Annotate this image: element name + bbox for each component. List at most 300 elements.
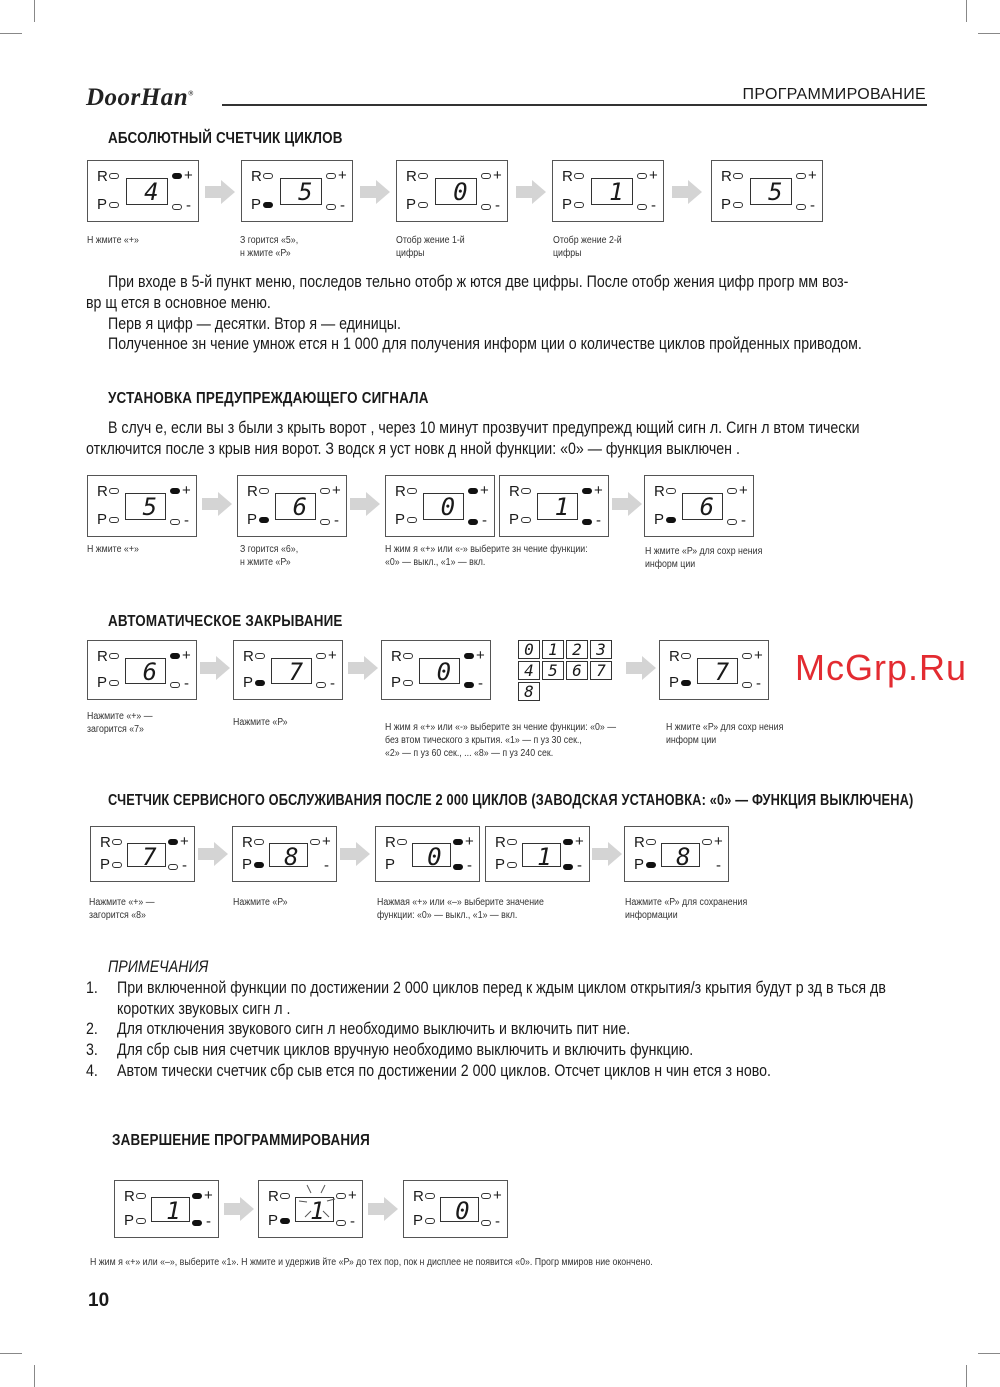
panel-label: P xyxy=(413,1212,424,1229)
panel-label: - xyxy=(184,675,189,692)
caption-line: Нажмите «Р» для сохранения xyxy=(625,897,748,908)
panel-label: - xyxy=(741,512,746,529)
paragraph-line: отключится после з крыв ния ворот. З водск я уст новк д нной функции: «0» — функция выключен . xyxy=(86,440,740,458)
panel-label: R xyxy=(268,1188,279,1205)
digit-display: 0 xyxy=(412,843,451,867)
panel-label: + xyxy=(204,1187,213,1204)
panel-label: P xyxy=(509,511,520,528)
panel-label: P xyxy=(654,511,665,528)
paragraph-line: Полученное зн чение умнож ется н 1 000 для получения информ ции о количестве циклов пройденных приводом. xyxy=(108,335,862,353)
panel-label: - xyxy=(330,675,335,692)
panel-label: R xyxy=(395,483,406,500)
note-line: При включенной функции по достижении 2 000 циклов перед к ждым циклом открытия/з крытия будут р зд в ться дв xyxy=(117,979,886,997)
panel-label: + xyxy=(338,167,347,184)
panel-label: - xyxy=(577,857,582,874)
caption-line: информ ции xyxy=(666,735,717,746)
panel-label: R xyxy=(243,648,254,665)
led-indicator-icon xyxy=(742,653,752,659)
led-indicator-icon xyxy=(425,1218,435,1224)
control-panel-display xyxy=(375,826,480,882)
caption-line: без втом тического з крытия. «1» — п уз 30 сек., xyxy=(385,735,582,746)
digit-option: 6 xyxy=(566,661,588,680)
digit-display: 5 xyxy=(280,178,321,205)
led-indicator-icon xyxy=(563,864,573,870)
note-line: Автом тически счетчик сбр сыв ется по достижении 2 000 циклов. Отсчет циклов н чин ется з ново. xyxy=(117,1062,771,1080)
digit-option: 3 xyxy=(590,640,612,659)
panel-label: P xyxy=(247,511,258,528)
led-indicator-icon xyxy=(453,864,463,870)
control-panel-display xyxy=(87,640,197,700)
control-panel-display xyxy=(659,640,769,700)
led-indicator-icon xyxy=(109,680,119,686)
caption-line: информации xyxy=(625,910,678,921)
digit-option: 8 xyxy=(518,682,540,701)
led-indicator-icon xyxy=(407,488,417,494)
panel-label: + xyxy=(180,833,189,850)
led-indicator-icon xyxy=(666,488,676,494)
crop-mark xyxy=(966,1365,967,1387)
led-indicator-icon xyxy=(563,839,573,845)
panel-label: + xyxy=(649,167,658,184)
panel-label: P xyxy=(395,511,406,528)
panel-label: - xyxy=(495,197,500,214)
panel-label: + xyxy=(808,167,817,184)
panel-label: R xyxy=(251,168,262,185)
crop-mark xyxy=(978,33,1000,34)
caption-line: Н жим я «+» или «-» выберите зн чение функции: «0» — xyxy=(385,722,617,733)
led-indicator-icon xyxy=(172,173,182,179)
led-indicator-icon xyxy=(316,682,326,688)
digit-display: 7 xyxy=(697,658,738,684)
panel-label: R xyxy=(413,1188,424,1205)
panel-label: P xyxy=(385,856,396,873)
control-panel-display xyxy=(87,160,199,222)
led-indicator-icon xyxy=(742,682,752,688)
panel-label: + xyxy=(493,167,502,184)
crop-mark xyxy=(0,1353,22,1354)
led-indicator-icon xyxy=(796,204,806,210)
panel-label: P xyxy=(97,674,108,691)
led-indicator-icon xyxy=(481,1220,491,1226)
control-panel-display xyxy=(403,1180,508,1238)
panel-label: - xyxy=(596,512,601,529)
digit-display: 0 xyxy=(419,658,460,684)
led-indicator-icon xyxy=(255,680,265,686)
control-panel-display xyxy=(241,160,353,222)
digit-display: 6 xyxy=(682,493,723,520)
caption-line: Н жмите «Р» для сохр нения xyxy=(666,722,784,733)
digit-display: 7 xyxy=(271,658,312,684)
panel-label: R xyxy=(97,648,108,665)
arrow-right-icon xyxy=(592,842,622,866)
led-indicator-icon xyxy=(112,862,122,868)
led-indicator-icon xyxy=(453,839,463,845)
led-indicator-icon xyxy=(521,517,531,523)
led-indicator-icon xyxy=(481,1193,491,1199)
paragraph-line: Перв я цифр — десятки. Втор я — единицы. xyxy=(108,315,401,333)
crop-mark xyxy=(34,0,35,22)
digit-option: 2 xyxy=(566,640,588,659)
panel-label: + xyxy=(714,833,723,850)
panel-label: R xyxy=(406,168,417,185)
panel-label: + xyxy=(476,647,485,664)
led-indicator-icon xyxy=(425,1193,435,1199)
panel-label: P xyxy=(97,196,108,213)
led-indicator-icon xyxy=(263,173,273,179)
caption-line: З горится «5», xyxy=(240,235,299,246)
digit-display: 8 xyxy=(661,843,700,867)
caption-line: загорится «7» xyxy=(87,724,144,735)
led-indicator-icon xyxy=(464,653,474,659)
panel-label: - xyxy=(334,512,339,529)
digit-display: 1 xyxy=(537,493,578,520)
led-indicator-icon xyxy=(109,653,119,659)
caption-line: цифры xyxy=(396,248,425,259)
led-indicator-icon xyxy=(109,488,119,494)
digit-display: 5 xyxy=(125,493,166,520)
caption-line: загорится «8» xyxy=(89,910,146,921)
led-indicator-icon xyxy=(481,173,491,179)
section-heading: УСТАНОВКА ПРЕДУПРЕЖДАЮЩЕГО СИГНАЛА xyxy=(108,390,429,407)
led-indicator-icon xyxy=(326,173,336,179)
section-heading: АБСОЛЮТНЫЙ СЧЕТЧИК ЦИКЛОВ xyxy=(108,130,343,147)
control-panel-display xyxy=(258,1180,363,1238)
led-indicator-icon xyxy=(254,862,264,868)
digit-options-grid xyxy=(518,640,612,701)
digit-display: 1 xyxy=(295,1197,334,1222)
led-indicator-icon xyxy=(507,839,517,845)
led-indicator-icon xyxy=(574,173,584,179)
caption-line: Н жим я «+» или «–», выберите «1». Н жмите и удержив йте «Р» до тех пор, пок н дисплее не появится «0». Прогр ммиров ние окончено. xyxy=(90,1257,653,1268)
led-indicator-icon xyxy=(727,488,737,494)
arrow-right-icon xyxy=(626,656,656,680)
control-panel-display xyxy=(644,475,754,537)
led-indicator-icon xyxy=(136,1218,146,1224)
arrow-right-icon xyxy=(205,180,235,204)
control-panel-display xyxy=(711,160,823,222)
digit-option: 0 xyxy=(518,640,540,659)
note-number: 4. xyxy=(86,1062,98,1080)
panel-label: + xyxy=(322,833,331,850)
panel-label: P xyxy=(124,1212,135,1229)
note-line: коротких звуковых сигн л . xyxy=(117,1000,291,1018)
header-rule xyxy=(222,104,927,106)
caption-line: Нажмите «Р» xyxy=(233,897,288,908)
led-indicator-icon xyxy=(254,839,264,845)
led-indicator-icon xyxy=(666,517,676,523)
led-indicator-icon xyxy=(468,488,478,494)
arrow-right-icon xyxy=(200,656,230,680)
control-panel-display xyxy=(499,475,609,537)
header-section-title: ПРОГРАММИРОВАНИЕ xyxy=(742,86,926,103)
control-panel-display xyxy=(624,826,729,882)
led-indicator-icon xyxy=(259,517,269,523)
led-indicator-icon xyxy=(109,202,119,208)
control-panel-display xyxy=(485,826,590,882)
paragraph-line: При входе в 5-й пункт меню, последов тельно отобр ж ются две цифры. После отобр жения цифр прогр мм воз- xyxy=(108,273,849,291)
caption-line: Отобр жение 2-й xyxy=(553,235,622,246)
control-panel-display xyxy=(233,640,343,700)
caption-line: информ ции xyxy=(645,559,696,570)
arrow-right-icon xyxy=(516,180,546,204)
panel-label: P xyxy=(268,1212,279,1229)
crop-mark xyxy=(978,1353,1000,1354)
led-indicator-icon xyxy=(172,204,182,210)
led-indicator-icon xyxy=(727,519,737,525)
caption-line: цифры xyxy=(553,248,582,259)
panel-label: R xyxy=(385,834,396,851)
led-indicator-icon xyxy=(521,488,531,494)
panel-label: R xyxy=(634,834,645,851)
digit-option: 4 xyxy=(518,661,540,680)
digit-display: 1 xyxy=(522,843,561,867)
panel-label: - xyxy=(206,1213,211,1230)
caption-line: Нажмите «+» — xyxy=(87,711,153,722)
panel-label: P xyxy=(495,856,506,873)
section-heading: ЗАВЕРШЕНИЕ ПРОГРАММИРОВАНИЯ xyxy=(112,1132,370,1149)
led-indicator-icon xyxy=(263,202,273,208)
led-indicator-icon xyxy=(192,1193,202,1199)
digit-display: 5 xyxy=(750,178,791,205)
panel-label: R xyxy=(495,834,506,851)
crop-mark xyxy=(966,0,967,22)
note-line: Для отключения звукового сигн л необходимо выключить и включить пит ние. xyxy=(117,1020,631,1038)
arrow-right-icon xyxy=(612,492,642,516)
panel-label: + xyxy=(328,647,337,664)
led-indicator-icon xyxy=(310,839,320,845)
note-number: 3. xyxy=(86,1041,98,1059)
led-indicator-icon xyxy=(681,680,691,686)
caption-line: н жмите «Р» xyxy=(240,248,291,259)
panel-label: R xyxy=(247,483,258,500)
panel-label: - xyxy=(182,857,187,874)
control-panel-display xyxy=(232,826,337,882)
digit-display: 7 xyxy=(127,843,166,867)
panel-label: R xyxy=(669,648,680,665)
caption-line: Нажмая «+» или «–» выберите значение xyxy=(377,897,544,908)
caption-line: н жмите «Р» xyxy=(240,557,291,568)
caption-line: Н жим я «+» или «-» выберите зн чение функции: xyxy=(385,544,588,555)
digit-display: 0 xyxy=(423,493,464,520)
panel-label: + xyxy=(575,833,584,850)
doorhan-logo: DoorHan® xyxy=(86,84,194,111)
notes-title: ПРИМЕЧАНИЯ xyxy=(108,958,209,976)
panel-label: - xyxy=(716,857,721,874)
panel-label: - xyxy=(184,512,189,529)
led-indicator-icon xyxy=(481,204,491,210)
control-panel-display xyxy=(90,826,195,882)
crop-mark xyxy=(34,1365,35,1387)
panel-label: P xyxy=(406,196,417,213)
led-indicator-icon xyxy=(168,864,178,870)
caption-line: Отобр жение 1-й xyxy=(396,235,465,246)
panel-label: P xyxy=(562,196,573,213)
caption-line: «0» — выкл., «1» — вкл. xyxy=(385,557,486,568)
led-indicator-icon xyxy=(681,653,691,659)
led-indicator-icon xyxy=(646,839,656,845)
panel-label: - xyxy=(495,1213,500,1230)
arrow-right-icon xyxy=(360,180,390,204)
led-indicator-icon xyxy=(702,839,712,845)
panel-label: + xyxy=(182,482,191,499)
caption-line: Н жмите «+» xyxy=(87,235,139,246)
panel-label: P xyxy=(100,856,111,873)
panel-label: R xyxy=(97,168,108,185)
panel-label: R xyxy=(562,168,573,185)
led-indicator-icon xyxy=(733,202,743,208)
note-number: 1. xyxy=(86,979,98,997)
panel-label: - xyxy=(467,857,472,874)
digit-display: 6 xyxy=(125,658,166,684)
digit-option: 1 xyxy=(542,640,564,659)
led-indicator-icon xyxy=(464,682,474,688)
arrow-right-icon xyxy=(224,1197,254,1221)
led-indicator-icon xyxy=(136,1193,146,1199)
panel-label: + xyxy=(348,1187,357,1204)
caption-line: З горится «6», xyxy=(240,544,299,555)
panel-label: - xyxy=(350,1213,355,1230)
panel-label: R xyxy=(124,1188,135,1205)
arrow-right-icon xyxy=(672,180,702,204)
logo-text: DoorHan xyxy=(86,84,189,111)
arrow-right-icon xyxy=(368,1197,398,1221)
panel-label: - xyxy=(756,675,761,692)
panel-label: - xyxy=(186,197,191,214)
panel-label: P xyxy=(242,856,253,873)
digit-display: 1 xyxy=(151,1197,190,1222)
control-panel-display xyxy=(87,475,197,537)
control-panel-display xyxy=(396,160,508,222)
panel-label: P xyxy=(251,196,262,213)
led-indicator-icon xyxy=(326,204,336,210)
section-heading: СЧЕТЧИК СЕРВИСНОГО ОБСЛУЖИВАНИЯ ПОСЛЕ 2 000 ЦИКЛОВ (ЗАВОДСКАЯ УСТАНОВКА: «0» — ФУНКЦИЯ ВЫКЛЮЧЕНА) xyxy=(108,792,914,809)
arrow-right-icon xyxy=(198,842,228,866)
led-indicator-icon xyxy=(403,680,413,686)
led-indicator-icon xyxy=(418,173,428,179)
arrow-right-icon xyxy=(348,656,378,680)
digit-display: 6 xyxy=(275,493,316,520)
panel-label: P xyxy=(634,856,645,873)
digit-display: 1 xyxy=(591,178,632,205)
panel-label: - xyxy=(324,857,329,874)
led-indicator-icon xyxy=(255,653,265,659)
panel-label: + xyxy=(754,647,763,664)
panel-label: - xyxy=(478,675,483,692)
led-indicator-icon xyxy=(646,862,656,868)
panel-label: R xyxy=(721,168,732,185)
digit-option: 7 xyxy=(590,661,612,680)
paragraph-line: вр щ ется в основное меню. xyxy=(86,294,271,312)
panel-label: - xyxy=(340,197,345,214)
section-heading: АВТОМАТИЧЕСКОЕ ЗАКРЫВАНИЕ xyxy=(108,613,343,630)
caption-line: Н жмите «Р» для сохр нения xyxy=(645,546,763,557)
arrow-right-icon xyxy=(340,842,370,866)
led-indicator-icon xyxy=(507,862,517,868)
panel-label: + xyxy=(594,482,603,499)
control-panel-display xyxy=(381,640,491,700)
led-indicator-icon xyxy=(733,173,743,179)
panel-label: R xyxy=(97,483,108,500)
led-indicator-icon xyxy=(336,1193,346,1199)
led-indicator-icon xyxy=(637,173,647,179)
panel-label: + xyxy=(182,647,191,664)
led-indicator-icon xyxy=(796,173,806,179)
led-indicator-icon xyxy=(109,517,119,523)
panel-label: + xyxy=(184,167,193,184)
led-indicator-icon xyxy=(397,839,407,845)
panel-label: + xyxy=(480,482,489,499)
arrow-right-icon xyxy=(350,492,380,516)
panel-label: + xyxy=(493,1187,502,1204)
led-indicator-icon xyxy=(170,653,180,659)
page-number: 10 xyxy=(88,1290,110,1311)
panel-label: R xyxy=(100,834,111,851)
led-indicator-icon xyxy=(582,488,592,494)
led-indicator-icon xyxy=(418,202,428,208)
led-indicator-icon xyxy=(320,519,330,525)
panel-label: + xyxy=(739,482,748,499)
panel-label: - xyxy=(482,512,487,529)
caption-line: Н жмите «+» xyxy=(87,544,139,555)
panel-label: R xyxy=(242,834,253,851)
panel-label: P xyxy=(721,196,732,213)
paragraph-line: В случ е, если вы з были з крыть ворот , через 10 минут прозвучит предупрежд ющий сигн л. Сигн л втом тически xyxy=(108,419,860,437)
led-indicator-icon xyxy=(316,653,326,659)
led-indicator-icon xyxy=(637,204,647,210)
digit-display: 0 xyxy=(440,1197,479,1222)
panel-label: + xyxy=(332,482,341,499)
panel-label: P xyxy=(97,511,108,528)
panel-label: R xyxy=(654,483,665,500)
led-indicator-icon xyxy=(468,519,478,525)
note-line: Для сбр сыв ния счетчик циклов вручную необходимо выключить и включить функцию. xyxy=(117,1041,694,1059)
led-indicator-icon xyxy=(109,173,119,179)
control-panel-display xyxy=(114,1180,219,1238)
led-indicator-icon xyxy=(192,1220,202,1226)
digit-option: 5 xyxy=(542,661,564,680)
panel-label: P xyxy=(669,674,680,691)
led-indicator-icon xyxy=(403,653,413,659)
control-panel-display xyxy=(552,160,664,222)
control-panel-display xyxy=(237,475,347,537)
digit-display: 4 xyxy=(126,178,167,205)
led-indicator-icon xyxy=(112,839,122,845)
control-panel-display xyxy=(385,475,495,537)
arrow-right-icon xyxy=(202,492,232,516)
watermark: McGrp.Ru xyxy=(795,647,968,688)
caption-line: Нажмите «Р» xyxy=(233,717,288,728)
caption-line: «2» — п уз 60 сек., ... «8» — п уз 240 сек. xyxy=(385,748,554,759)
led-indicator-icon xyxy=(407,517,417,523)
panel-label: P xyxy=(391,674,402,691)
digit-display: 8 xyxy=(269,843,308,867)
led-indicator-icon xyxy=(170,488,180,494)
led-indicator-icon xyxy=(574,202,584,208)
panel-label: P xyxy=(243,674,254,691)
panel-label: - xyxy=(810,197,815,214)
led-indicator-icon xyxy=(168,839,178,845)
led-indicator-icon xyxy=(259,488,269,494)
led-indicator-icon xyxy=(170,682,180,688)
led-indicator-icon xyxy=(320,488,330,494)
panel-label: - xyxy=(651,197,656,214)
panel-label: R xyxy=(509,483,520,500)
crop-mark xyxy=(0,33,22,34)
digit-display: 0 xyxy=(435,178,476,205)
panel-label: + xyxy=(465,833,474,850)
caption-line: функции: «0» — выкл., «1» — вкл. xyxy=(377,910,518,921)
led-indicator-icon xyxy=(582,519,592,525)
